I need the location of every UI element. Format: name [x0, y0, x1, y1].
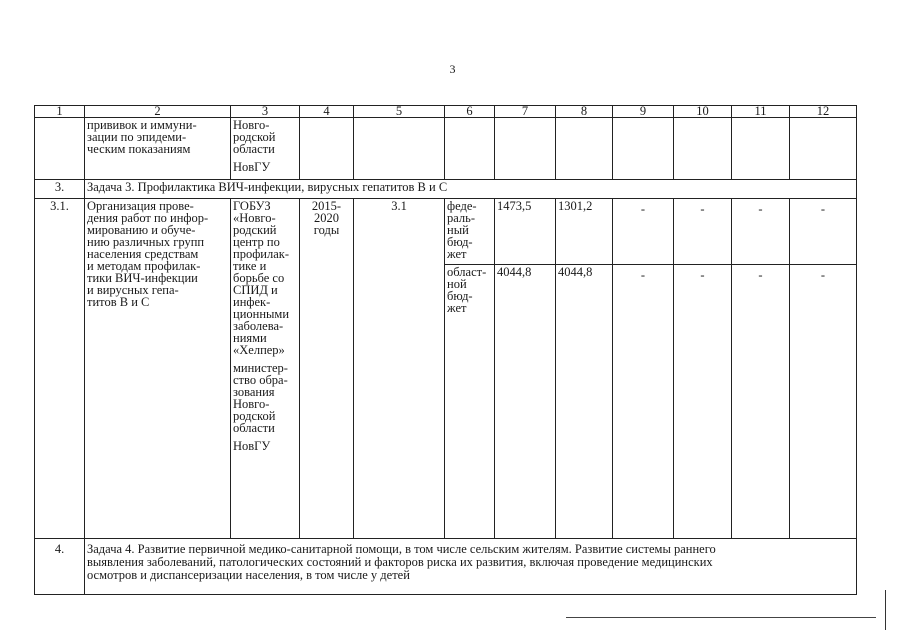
continuation-row	[35, 118, 857, 180]
col-number: 2	[85, 106, 231, 118]
activity-row-federal	[35, 199, 857, 265]
activity-number: 3.1.	[35, 199, 85, 539]
col-number: 6	[445, 106, 495, 118]
funding-source-regional: област- ной бюд- жет	[445, 265, 495, 539]
page-number: 3	[449, 62, 456, 76]
program-table	[34, 105, 857, 595]
activity-years: 2015- 2020 годы	[300, 199, 354, 539]
page-edge-mark	[885, 590, 886, 630]
col-number: 4	[300, 106, 354, 118]
amount-col12: -	[790, 199, 857, 265]
amount-col12: -	[790, 265, 857, 539]
continued-executor: Новго- родской области НовГУ	[231, 118, 300, 180]
col-number: 12	[790, 106, 857, 118]
task-4-row	[35, 539, 857, 595]
amount-col11: -	[732, 265, 790, 539]
activity-executors: ГОБУЗ «Новго- родский центр по профилак- тике и борьбе со СПИД и инфек- ционными заболева- ниями «Хелпер» министер- ство обра- зования Новго- родской области НовГУ	[231, 199, 300, 539]
col-number: 1	[35, 106, 85, 118]
task-3-row	[35, 180, 857, 199]
amount-col7: 4044,8	[495, 265, 556, 539]
footer-rule	[566, 617, 876, 618]
task-number: 3.	[35, 180, 85, 199]
continued-description: прививок и иммуни- зации по эпидеми- ческим показаниям	[85, 118, 231, 180]
amount-col10: -	[674, 265, 732, 539]
amount-col7: 1473,5	[495, 199, 556, 265]
col-number: 7	[495, 106, 556, 118]
task-title: Задача 4. Развитие первичной медико-санитарной помощи, в том числе сельским жителям. Развитие системы раннего выявления заболеваний, патологических состояний и факторов риска их развития, включая проведение медицинских осмотров и диспансеризации населения, в том числе у детей	[85, 539, 857, 595]
funding-source-federal: феде- раль- ный бюд- жет	[445, 199, 495, 265]
col-number: 11	[732, 106, 790, 118]
amount-col10: -	[674, 199, 732, 265]
col-number: 9	[613, 106, 674, 118]
task-title: Задача 3. Профилактика ВИЧ-инфекции, вирусных гепатитов В и С	[85, 180, 857, 199]
task-number: 4.	[35, 539, 85, 595]
activity-target-indicator: 3.1	[354, 199, 445, 539]
amount-col11: -	[732, 199, 790, 265]
activity-description: Организация прове- дения работ по инфор- мированию и обуче- нию различных групп населения средствам и методам профилак- тики ВИЧ-инфекции и вирусных гепа- титов В и С	[85, 199, 231, 539]
amount-col8: 1301,2	[556, 199, 613, 265]
col-number: 10	[674, 106, 732, 118]
col-number: 3	[231, 106, 300, 118]
col-number: 8	[556, 106, 613, 118]
column-numbers-row	[35, 106, 857, 118]
col-number: 5	[354, 106, 445, 118]
amount-col8: 4044,8	[556, 265, 613, 539]
amount-col9: -	[613, 265, 674, 539]
amount-col9: -	[613, 199, 674, 265]
